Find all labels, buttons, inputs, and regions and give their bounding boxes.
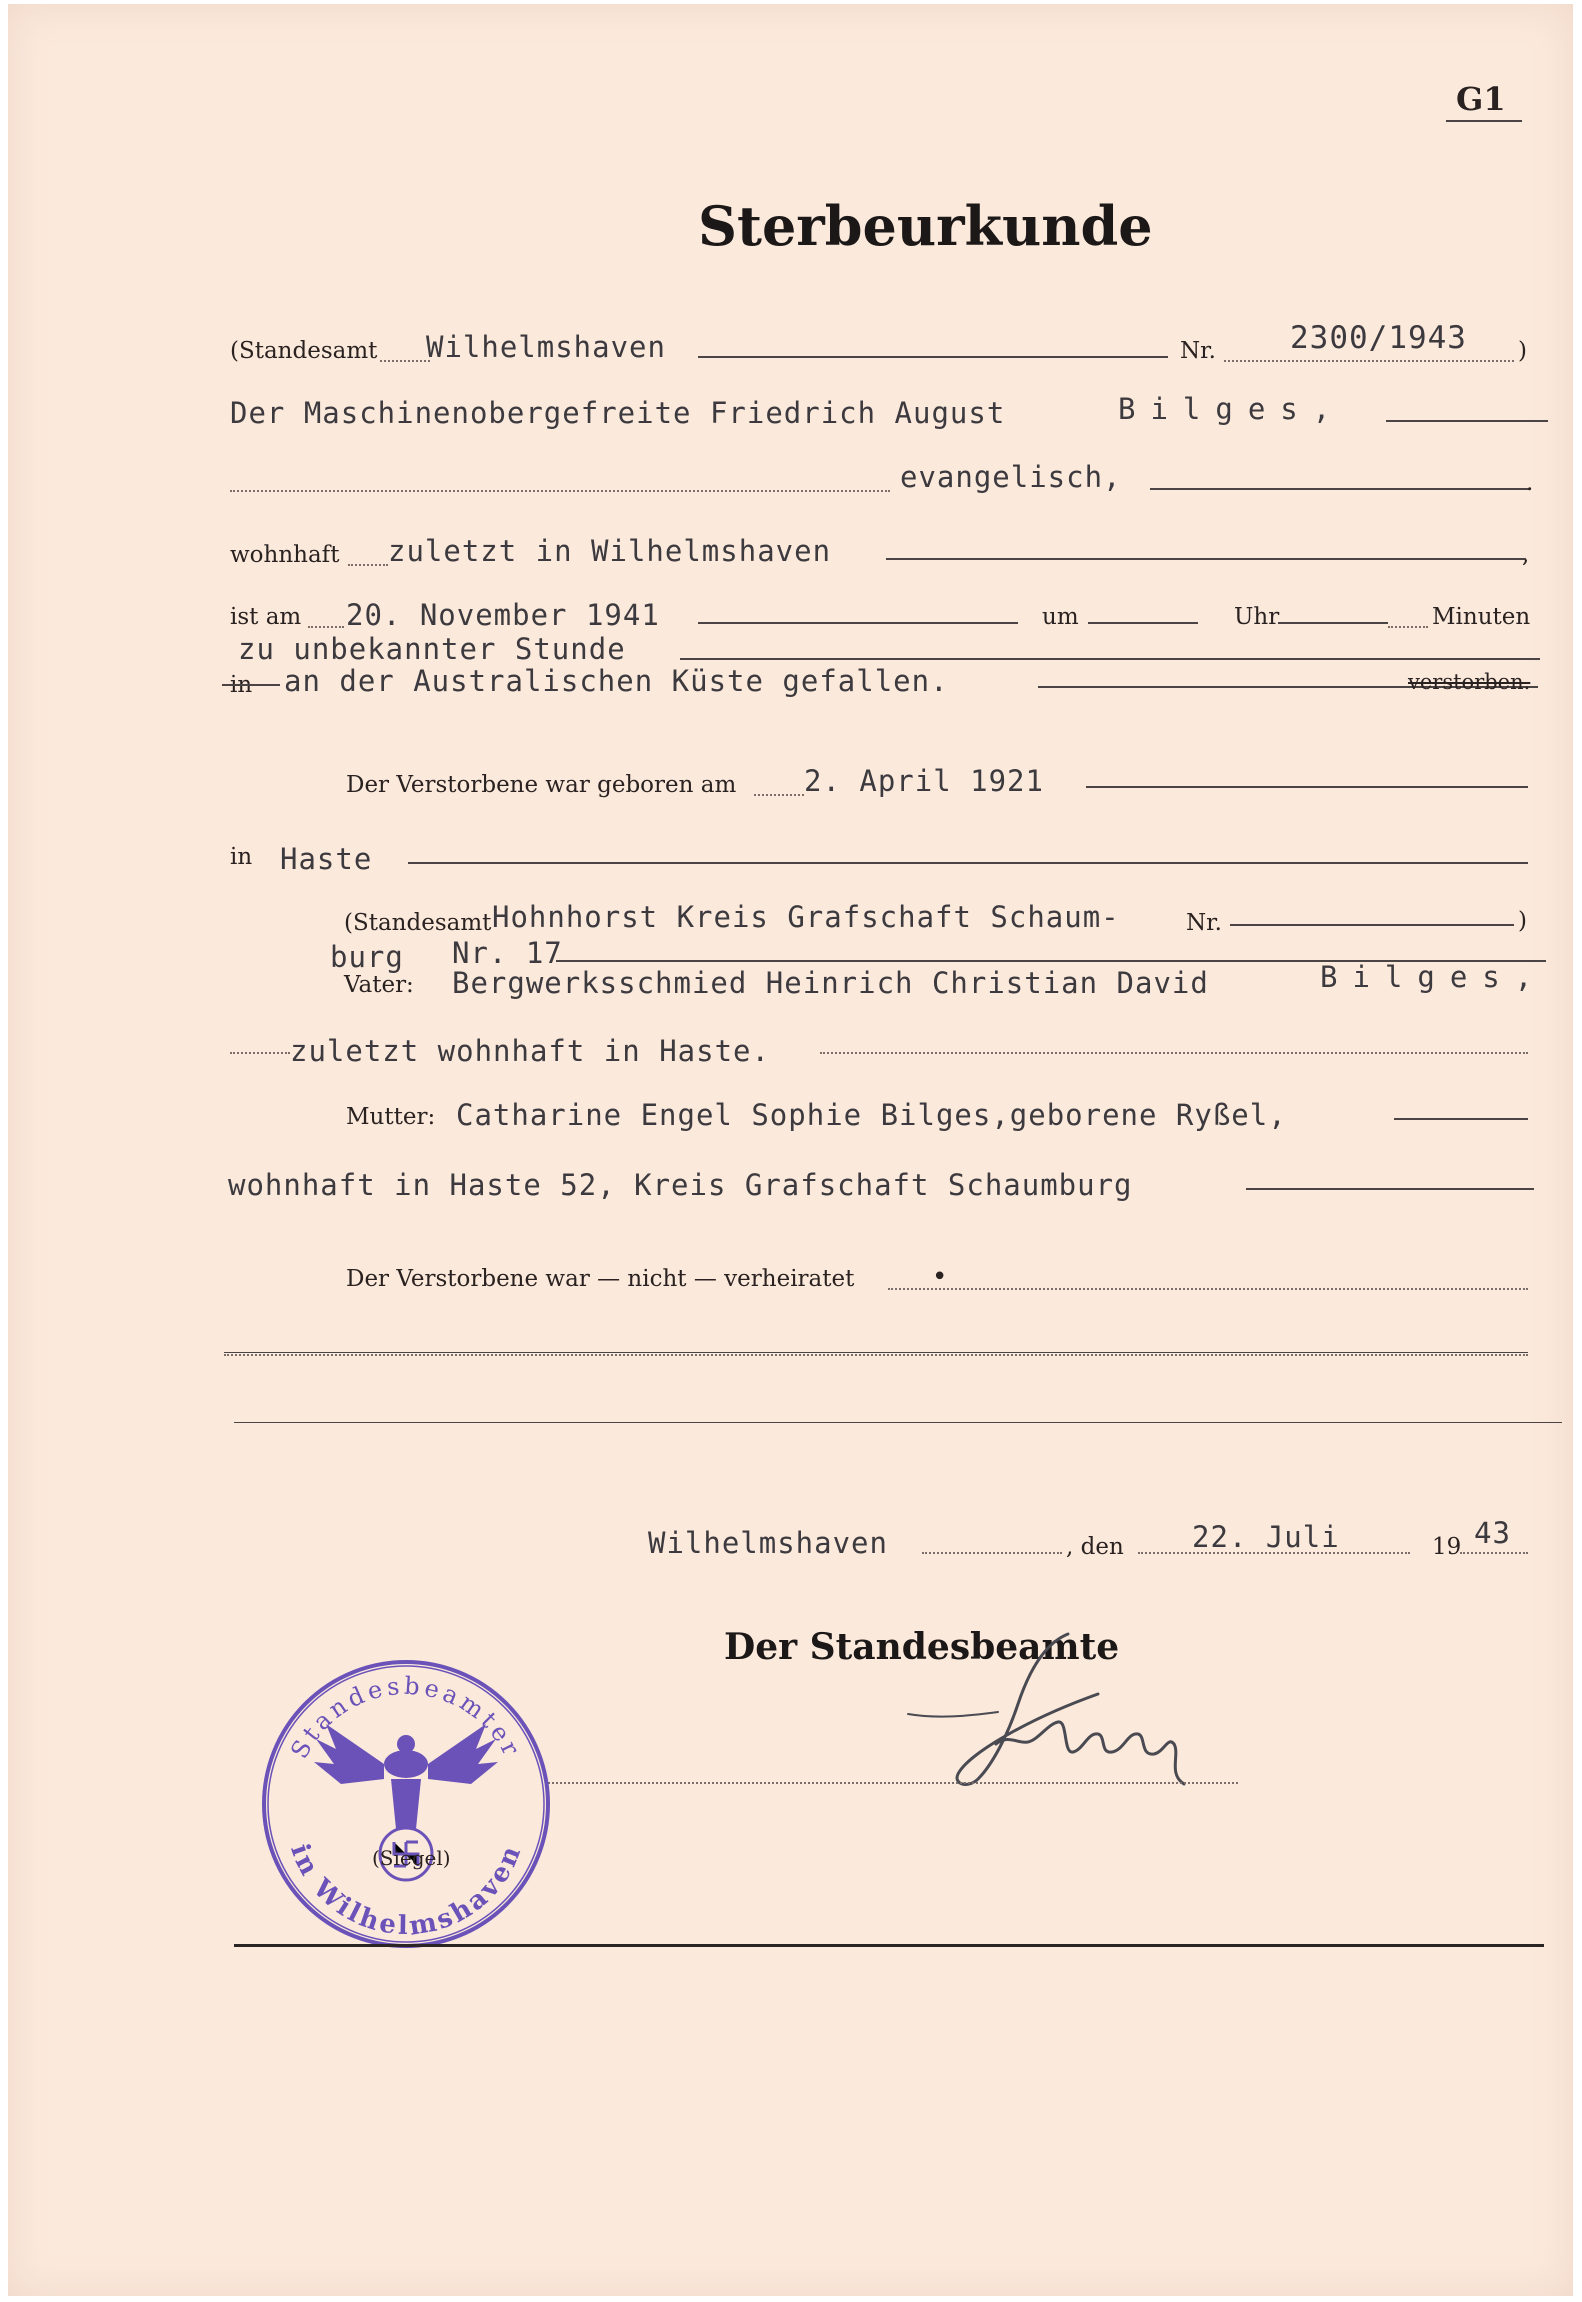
- standesamt-value: Wilhelmshaven: [426, 330, 666, 364]
- wohnhaft-label: wohnhaft: [230, 542, 340, 568]
- death-place: an der Australischen Küste gefallen.: [284, 664, 949, 698]
- standesamt-label: (Standesamt: [230, 338, 378, 364]
- residence-value: zuletzt in Wilhelmshaven: [388, 534, 832, 568]
- nr-label: Nr.: [1180, 338, 1216, 364]
- form-code: G1: [1456, 80, 1506, 118]
- official-signature: [868, 1624, 1228, 1814]
- siegel-label: (Siegel): [372, 1846, 451, 1870]
- issue-date: 22. Juli: [1192, 1520, 1340, 1554]
- den-label: , den: [1066, 1534, 1124, 1560]
- issue-place: Wilhelmshaven: [648, 1526, 888, 1560]
- official-title: Der Standesbeamte: [724, 1626, 1120, 1668]
- marital-note: •: [932, 1262, 948, 1292]
- registration-number: 2300/1943: [1290, 320, 1467, 356]
- minuten-label: Minuten: [1432, 604, 1531, 630]
- father-name: Bergwerksschmied Heinrich Christian David: [452, 966, 1209, 1000]
- death-date: 20. November 1941: [346, 598, 660, 632]
- seal-top-text: Standesbeamter: [285, 1671, 527, 1764]
- verheiratet-label: Der Verstorbene war — nicht — verheiratet: [346, 1266, 855, 1292]
- birth-place: Haste: [280, 842, 373, 876]
- death-time: zu unbekannter Stunde: [238, 632, 626, 666]
- birth-date: 2. April 1921: [804, 764, 1044, 798]
- document-title: Sterbeurkunde: [698, 194, 1153, 258]
- religion-value: evangelisch,: [900, 460, 1122, 494]
- ist-am-label: ist am: [230, 604, 302, 630]
- birth-registry: Hohnhorst Kreis Grafschaft Schaum-: [492, 900, 1120, 934]
- eagle-emblem-icon: [314, 1724, 498, 1829]
- nr2-label: Nr.: [1186, 910, 1222, 936]
- year-suffix: 43: [1474, 1516, 1511, 1550]
- verstorben-label: verstorben.: [1408, 670, 1531, 694]
- birth-registry-nr: Nr. 17: [452, 936, 563, 970]
- geboren-label: Der Verstorbene war geboren am: [346, 772, 737, 798]
- uhr-label: Uhr: [1234, 604, 1280, 630]
- deceased-surname: Bilges,: [1118, 392, 1346, 426]
- vater-label: Vater:: [344, 972, 414, 998]
- father-surname: Bilges,: [1320, 960, 1548, 994]
- father-residence: zuletzt wohnhaft in Haste.: [290, 1034, 770, 1068]
- deceased-name: Der Maschinenobergefreite Friedrich August: [230, 396, 1006, 430]
- birth-registry-cont: burg: [330, 940, 404, 974]
- mother-name: Catharine Engel Sophie Bilges,geborene Ryßel,: [456, 1098, 1287, 1132]
- in-struck-label: in: [230, 672, 253, 698]
- form-code-underline: [1446, 120, 1522, 122]
- official-seal: [256, 1654, 556, 1954]
- standesamt2-label: (Standesamt: [344, 910, 492, 936]
- seal-bottom-text: in Wilhelmshaven: [284, 1839, 529, 1942]
- um-label: um: [1042, 604, 1079, 630]
- year-prefix: 19: [1432, 1534, 1462, 1560]
- in-label: in: [230, 844, 253, 870]
- certificate-sheet: G1 Sterbeurkunde (Standesamt Wilhelmshaven Nr. 2300/1943 ) Der Maschinenobergefreite Friedrich August Bilges, evangelisch, . wohnhaft zuletzt in Wilhelmshaven , ist am 20. November 1941 um Uhr Minuten zu unbekannter Stunde in an der Australischen Küste gefallen. verstorben. Der Verstorbene war geboren am 2. April 1921 in Haste (Standesamt Hohnhorst Kreis Grafschaft Schaum- Nr. ) burg Nr. 17 Vater: Bergwerksschmied Heinrich Christian David Bilges, zuletzt wohnhaft in Haste. Mutter: Catharine Engel Sophie Bilges,geborene Ryßel, wohnhaft in Haste 52, Kreis Grafschaft Schaumburg Der Verstorbene war — nicht — verheiratet • Wilhelmshaven , den 22. Juli 19 43 Der Standesbeamte Standesbeamter in Wilhelmshaven (Siegel): [8, 4, 1573, 2296]
- mother-residence: wohnhaft in Haste 52, Kreis Grafschaft Schaumburg: [228, 1168, 1133, 1202]
- mutter-label: Mutter:: [346, 1104, 436, 1130]
